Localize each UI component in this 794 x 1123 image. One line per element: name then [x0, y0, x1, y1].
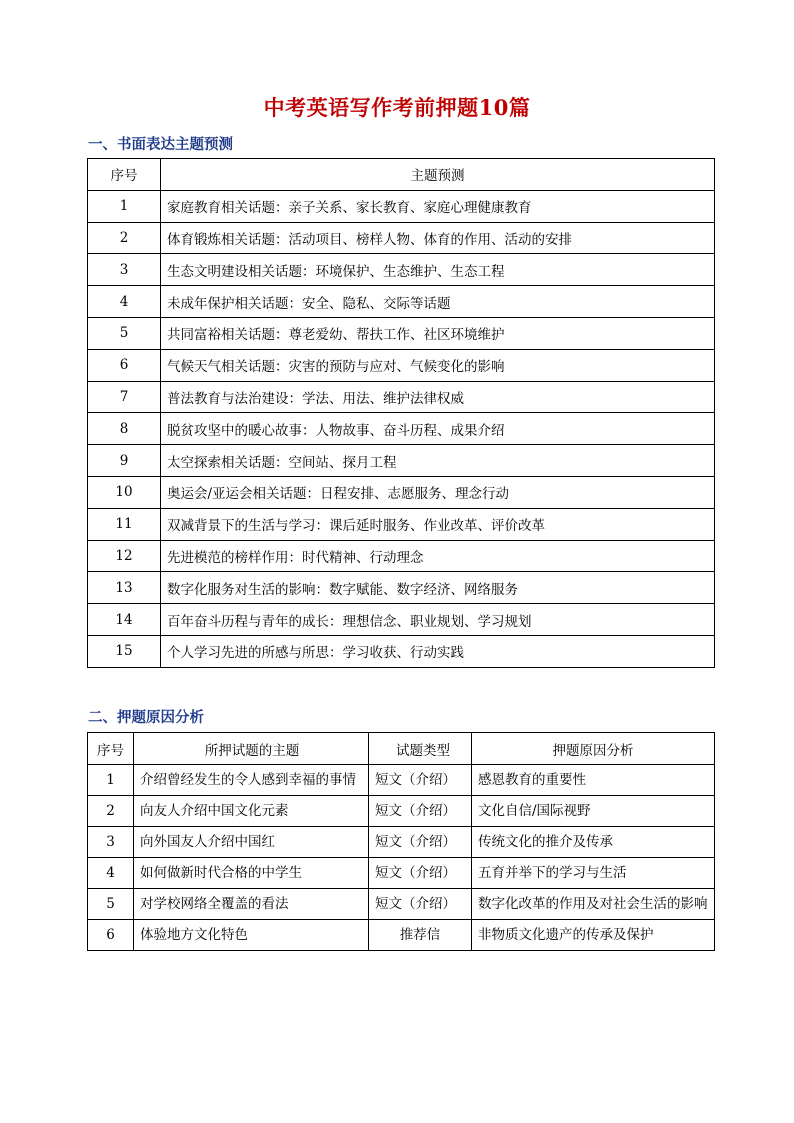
- table-row: [88, 476, 715, 508]
- table-row: [88, 381, 715, 413]
- predicted-topic-cell: 对学校网络全覆盖的看法: [134, 889, 369, 920]
- table-row: [88, 413, 715, 445]
- topic-cell: 未成年保护相关话题：安全、隐私、交际等话题: [161, 286, 715, 318]
- row-number: 5: [88, 889, 134, 920]
- row-number: 4: [88, 286, 161, 318]
- table-row: [88, 254, 715, 286]
- table-row: [88, 317, 715, 349]
- row-number: 8: [88, 413, 161, 445]
- reason-cell: 五育并举下的学习与生活: [472, 858, 715, 889]
- table-row: [88, 508, 715, 540]
- topic-cell: 家庭教育相关话题：亲子关系、家长教育、家庭心理健康教育: [161, 190, 715, 222]
- row-number: 10: [88, 476, 161, 508]
- row-number: 15: [88, 635, 161, 667]
- header-topic-forecast: 主题预测: [161, 159, 715, 191]
- topic-cell: 奥运会/亚运会相关话题：日程安排、志愿服务、理念行动: [161, 476, 715, 508]
- question-type-cell: 短文（介绍）: [369, 796, 472, 827]
- table-row: [88, 827, 715, 858]
- header-reason-analysis: 押题原因分析: [472, 733, 715, 765]
- header-number: 序号: [88, 733, 134, 765]
- predicted-topic-cell: 如何做新时代合格的中学生: [134, 858, 369, 889]
- row-number: 1: [88, 190, 161, 222]
- topic-cell: 数字化服务对生活的影响：数字赋能、数字经济、网络服务: [161, 572, 715, 604]
- section-heading-topic-forecast: 一、书面表达主题预测: [88, 136, 233, 153]
- row-number: 12: [88, 540, 161, 572]
- question-type-cell: 短文（介绍）: [369, 827, 472, 858]
- topic-cell: 共同富裕相关话题：尊老爱幼、帮扶工作、社区环境维护: [161, 317, 715, 349]
- reason-cell: 传统文化的推介及传承: [472, 827, 715, 858]
- table-row: [88, 540, 715, 572]
- topic-cell: 双减背景下的生活与学习：课后延时服务、作业改革、评价改革: [161, 508, 715, 540]
- topic-cell: 体育锻炼相关话题：活动项目、榜样人物、体育的作用、活动的安排: [161, 222, 715, 254]
- reason-cell: 非物质文化遗产的传承及保护: [472, 920, 715, 951]
- reason-analysis-table: [87, 732, 715, 951]
- table-row: [88, 445, 715, 477]
- document-title: 中考英语写作考前押题10篇: [263, 95, 531, 120]
- predicted-topic-cell: 向友人介绍中国文化元素: [134, 796, 369, 827]
- row-number: 4: [88, 858, 134, 889]
- table-header-row: [88, 733, 715, 765]
- topic-cell: 生态文明建设相关话题：环境保护、生态维护、生态工程: [161, 254, 715, 286]
- table-row: [88, 920, 715, 951]
- topic-forecast-table: [87, 158, 715, 668]
- row-number: 7: [88, 381, 161, 413]
- topic-cell: 百年奋斗历程与青年的成长：理想信念、职业规划、学习规划: [161, 604, 715, 636]
- row-number: 3: [88, 254, 161, 286]
- header-question-type: 试题类型: [369, 733, 472, 765]
- row-number: 11: [88, 508, 161, 540]
- table-row: [88, 222, 715, 254]
- row-number: 6: [88, 349, 161, 381]
- question-type-cell: 短文（介绍）: [369, 889, 472, 920]
- row-number: 14: [88, 604, 161, 636]
- table-row: [88, 765, 715, 796]
- reason-cell: 数字化改革的作用及对社会生活的影响: [472, 889, 715, 920]
- topic-cell: 脱贫攻坚中的暖心故事：人物故事、奋斗历程、成果介绍: [161, 413, 715, 445]
- question-type-cell: 推荐信: [369, 920, 472, 951]
- topic-cell: 个人学习先进的所感与所思：学习收获、行动实践: [161, 635, 715, 667]
- table-row: [88, 858, 715, 889]
- row-number: 2: [88, 222, 161, 254]
- table-row: [88, 190, 715, 222]
- topic-cell: 普法教育与法治建设：学法、用法、维护法律权威: [161, 381, 715, 413]
- reason-cell: 文化自信/国际视野: [472, 796, 715, 827]
- reason-cell: 感恩教育的重要性: [472, 765, 715, 796]
- row-number: 2: [88, 796, 134, 827]
- row-number: 13: [88, 572, 161, 604]
- header-number: 序号: [88, 159, 161, 191]
- table-header-row: [88, 159, 715, 191]
- question-type-cell: 短文（介绍）: [369, 858, 472, 889]
- section-heading-reason-analysis: 二、押题原因分析: [88, 709, 204, 726]
- row-number: 5: [88, 317, 161, 349]
- predicted-topic-cell: 介绍曾经发生的令人感到幸福的事情: [134, 765, 369, 796]
- table-row: [88, 796, 715, 827]
- topic-cell: 气候天气相关话题：灾害的预防与应对、气候变化的影响: [161, 349, 715, 381]
- table-row: [88, 604, 715, 636]
- predicted-topic-cell: 体验地方文化特色: [134, 920, 369, 951]
- row-number: 3: [88, 827, 134, 858]
- topic-cell: 先进模范的榜样作用：时代精神、行动理念: [161, 540, 715, 572]
- table-row: [88, 889, 715, 920]
- table-row: [88, 635, 715, 667]
- topic-cell: 太空探索相关话题：空间站、探月工程: [161, 445, 715, 477]
- header-predicted-topic: 所押试题的主题: [134, 733, 369, 765]
- row-number: 6: [88, 920, 134, 951]
- table-row: [88, 572, 715, 604]
- question-type-cell: 短文（介绍）: [369, 765, 472, 796]
- predicted-topic-cell: 向外国友人介绍中国红: [134, 827, 369, 858]
- table-row: [88, 349, 715, 381]
- table-row: [88, 286, 715, 318]
- row-number: 1: [88, 765, 134, 796]
- row-number: 9: [88, 445, 161, 477]
